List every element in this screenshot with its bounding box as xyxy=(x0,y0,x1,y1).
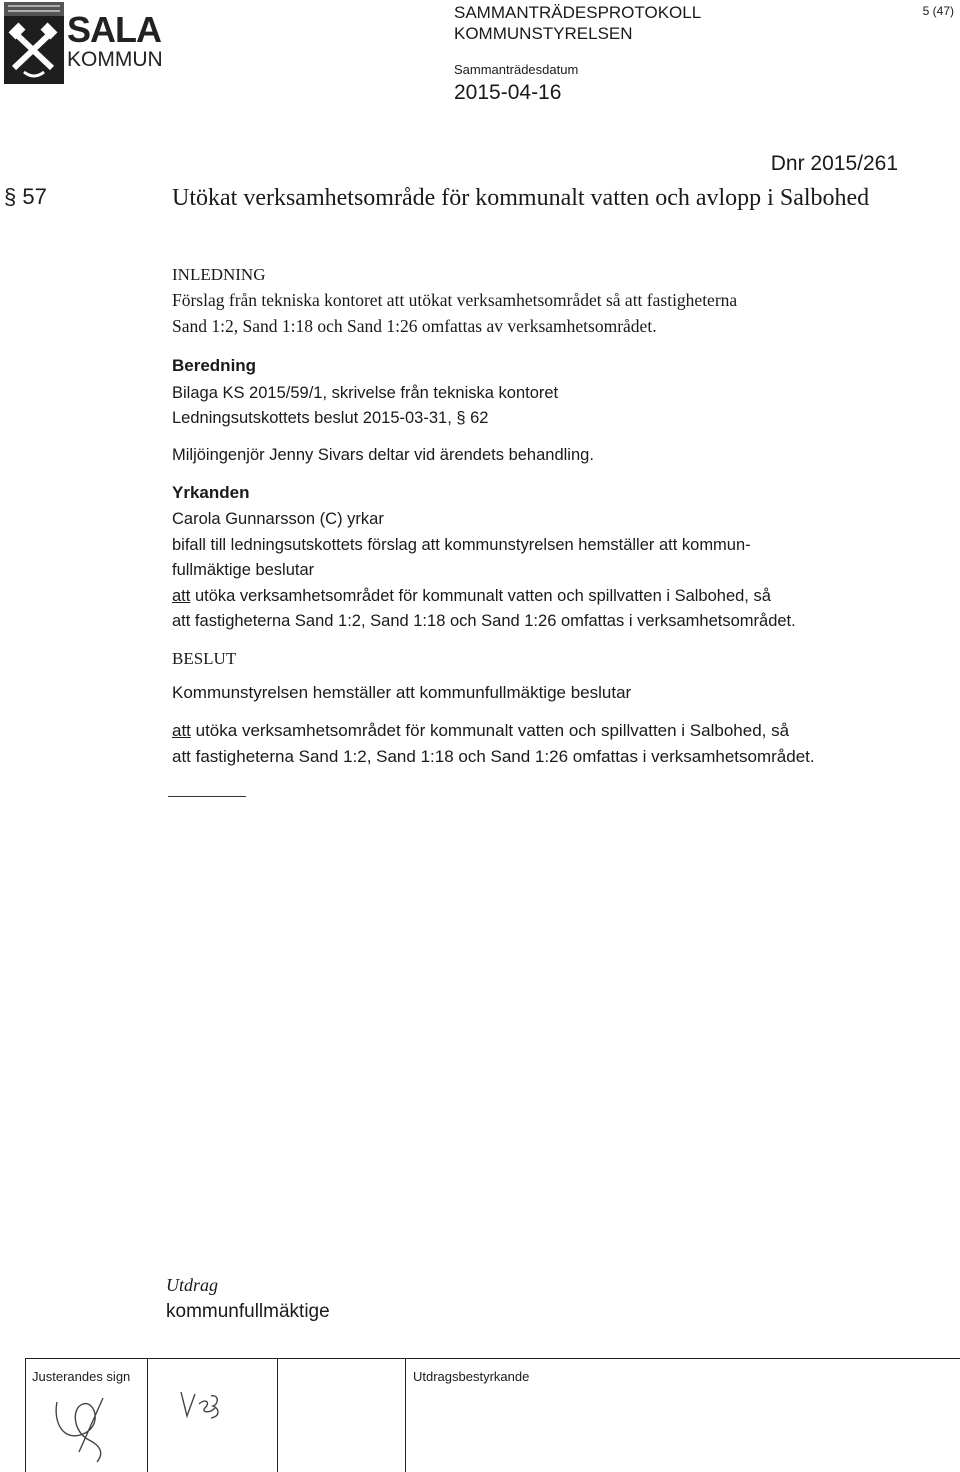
att-underlined: att xyxy=(172,587,191,605)
inledning-line-1: Förslag från tekniska kontoret att utökat verksamhetsområdet så att fastigheterna xyxy=(172,290,738,310)
beredning-line-1: Bilaga KS 2015/59/1, skrivelse från tekniska kontoret xyxy=(172,384,559,402)
yrkanden-att-line-2: att fastigheterna Sand 1:2, Sand 1:18 och Sand 1:26 omfattas i verksamhetsområdet. xyxy=(172,612,796,630)
yrkanden-att-line-1: att utöka verksamhetsområdet för kommunalt vatten och spillvatten i Salbohed, så xyxy=(172,587,771,605)
section-end-rule xyxy=(168,796,246,797)
extract-recipient: kommunfullmäktige xyxy=(166,1301,330,1322)
beslut-att-line-1: att utöka verksamhetsområdet för kommunalt vatten och spillvatten i Salbohed, så xyxy=(172,721,790,740)
logo-name: SALA xyxy=(67,9,161,50)
att-underlined: att xyxy=(172,721,191,740)
municipality-logo xyxy=(4,2,64,84)
section-heading-inledning: INLEDNING xyxy=(172,265,266,284)
document-type: SAMMANTRÄDESPROTOKOLL xyxy=(454,3,702,22)
diary-number: Dnr 2015/261 xyxy=(770,152,898,175)
page-number: 5 (47) xyxy=(922,4,954,18)
meeting-date: 2015-04-16 xyxy=(454,81,562,104)
logo-subtitle: KOMMUN xyxy=(67,48,163,71)
beslut-att-line-2: att fastigheterna Sand 1:2, Sand 1:18 och Sand 1:26 omfattas i verksamhetsområdet. xyxy=(172,747,815,766)
beslut-intro: Kommunstyrelsen hemställer att kommunfullmäktige beslutar xyxy=(172,683,632,702)
inledning-line-2: Sand 1:2, Sand 1:18 och Sand 1:26 omfattas av verksamhetsområdet. xyxy=(172,316,657,336)
extract-label: Utdrag xyxy=(166,1275,219,1295)
beredning-line-2: Ledningsutskottets beslut 2015-03-31, § 62 xyxy=(172,409,489,427)
section-heading-beslut: BESLUT xyxy=(172,649,237,668)
yrkanden-line-3: fullmäktige beslutar xyxy=(172,561,315,579)
beredning-note: Miljöingenjör Jenny Sivars deltar vid ärendets behandling. xyxy=(172,446,594,464)
section-heading-yrkanden: Yrkanden xyxy=(172,483,250,502)
coat-of-arms-icon xyxy=(4,2,64,84)
paragraph-number: § 57 xyxy=(4,184,47,209)
yrkanden-line-2: bifall till ledningsutskottets förslag att kommunstyrelsen hemställer att kommun- xyxy=(172,536,751,554)
adjuster-sign-label: Justerandes sign xyxy=(32,1369,131,1384)
yrkanden-line-1: Carola Gunnarsson (C) yrkar xyxy=(172,510,384,528)
committee-name: KOMMUNSTYRELSEN xyxy=(454,24,633,43)
extract-certification-label: Utdragsbestyrkande xyxy=(413,1369,530,1384)
page-title: Utökat verksamhetsområde för kommunalt vatten och avlopp i Salbohed xyxy=(172,185,870,211)
signature-1-icon xyxy=(43,1382,133,1470)
signature-2-icon xyxy=(175,1386,235,1426)
meeting-date-label: Sammanträdesdatum xyxy=(454,62,579,77)
section-heading-beredning: Beredning xyxy=(172,356,257,375)
